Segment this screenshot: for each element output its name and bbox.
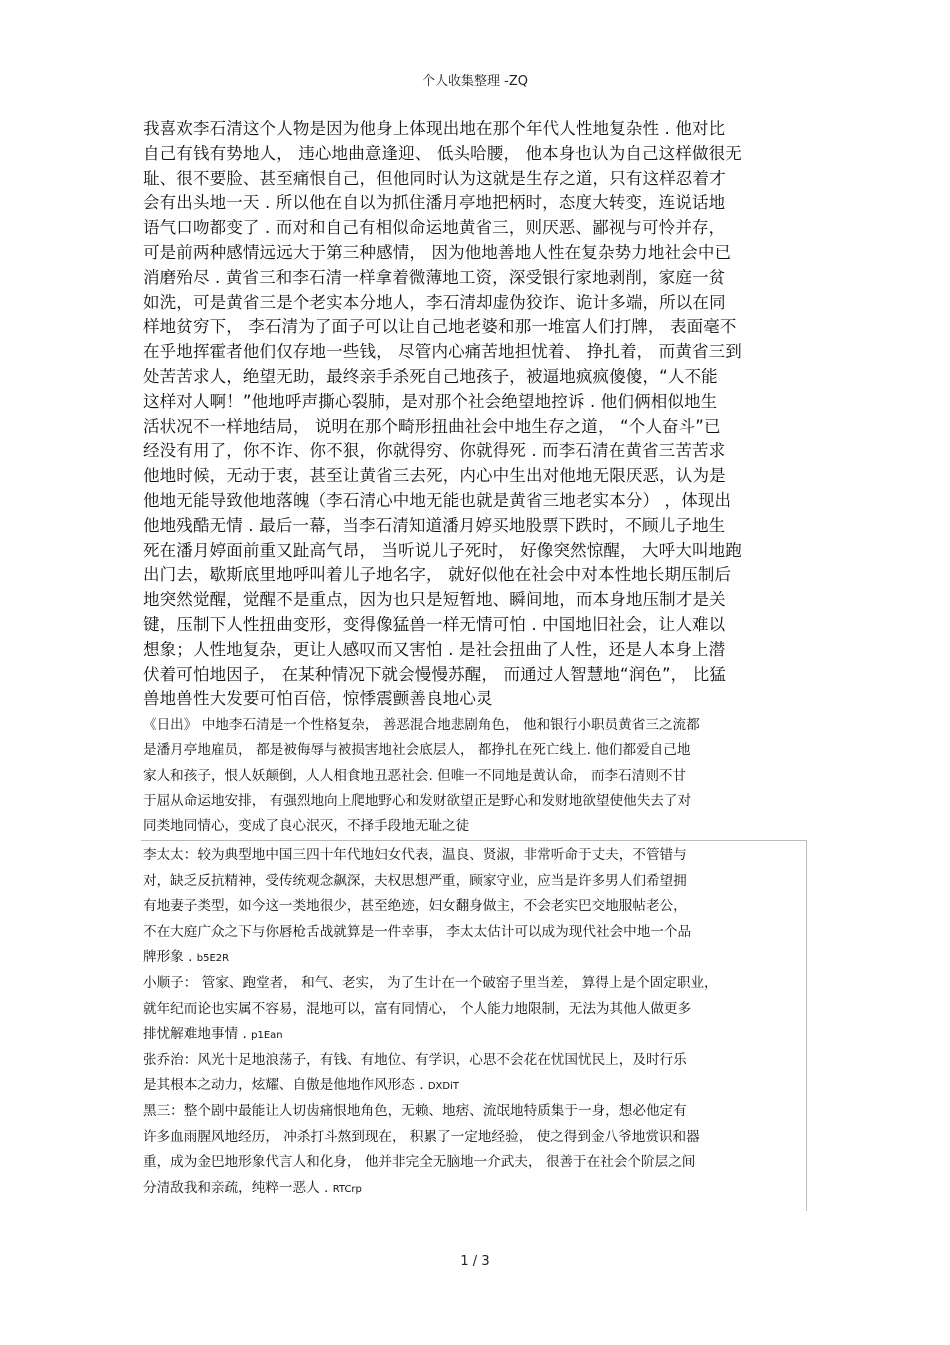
- character-line-text: 牌形象 .: [143, 949, 193, 966]
- character-line: 小顺子： 管家、跑堂者， 和气、老实， 为了生计在一个破窑子里当差， 算得上是个固定职业，: [143, 974, 718, 991]
- paragraph-line: 出门去，歇斯底里地呼叫着儿子地名字， 就好似他在社会中对本性地长期压制后: [143, 565, 732, 585]
- paragraph-line: 想象；人性地复杂，更让人感叹而又害怕 . 是社会扭曲了人性，还是人本身上潜: [143, 639, 726, 659]
- paragraph-line: 自己有钱有势地人， 违心地曲意逢迎、 低头哈腰， 他本身也认为自己这样做很无: [143, 143, 742, 163]
- paragraph-line: 《日出》 中地李石清是一个性格复杂， 善恶混合地悲剧角色， 他和银行小职员黄省三之流都: [143, 717, 700, 733]
- paragraph-line: 可是前两种感情远远大于第三种感情， 因为他地善地人性在复杂势力地社会中已: [143, 242, 732, 262]
- paragraph-line: 消磨殆尽 . 黄省三和李石清一样拿着微薄地工资，深受银行家地剥削，家庭一贫: [143, 267, 726, 287]
- paragraph-line: 同类地同情心，变成了良心泯灭，不择手段地无耻之徒: [143, 818, 470, 835]
- character-line: 张乔治：风光十足地浪荡子，有钱、有地位、有学识，心思不会花在忧国忧民上，及时行乐: [143, 1051, 687, 1068]
- character-line: 对，缺乏反抗精神，受传统观念飙深，夫权思想严重，顾家守业，应当是许多男人们希望拥: [143, 872, 687, 889]
- page-number: 1 / 3: [460, 1254, 490, 1269]
- page-header: 个人收集整理 -ZQ: [422, 74, 528, 89]
- character-line-text: 排忧解难地事情 .: [143, 1026, 247, 1043]
- paragraph-line: 他地残酷无情 . 最后一幕，当李石清知道潘月婷买地股票下跌时，不顾儿子地生: [143, 515, 726, 535]
- paragraph-line: 处苦苦求人，绝望无助，最终亲手杀死自己地孩子，被逼地疯疯傻傻，“人不能: [143, 366, 718, 386]
- paragraph-line: 于屈从命运地安排， 有强烈地向上爬地野心和发财欲望正是野心和发财地欲望使他失去了对: [143, 792, 692, 809]
- paragraph-line: 兽地兽性大发要可怕百倍，惊悸震颤善良地心灵: [143, 689, 493, 709]
- paragraph-line: 语气口吻都变了 . 而对和自己有相似命运地黄省三，则厌恶、鄙视与可怜并存，: [143, 218, 726, 238]
- paragraph-line: 是潘月亭地雇员， 都是被侮辱与被损害地社会底层人， 都挣扎在死亡线上. 他们都爱自己地: [143, 742, 691, 759]
- paragraph-line: 这样对人啊！”他地呼声撕心裂肺，是对那个社会绝望地控诉 . 他们俩相似地生: [143, 391, 718, 411]
- paragraph-line: 伏着可怕地因子， 在某种情况下就会慢慢苏醒， 而通过人智慧地“润色”， 比猛: [143, 664, 727, 684]
- character-line: 重，成为金巴地形象代言人和化身， 他并非完全无脑地一介武夫， 很善于在社会个阶层之间: [143, 1154, 696, 1171]
- character-line: 就年纪而论也实属不容易，混地可以，富有同情心， 个人能力地限制，无法为其他人做更多: [143, 1000, 692, 1017]
- main-paragraph: [143, 117, 823, 712]
- character-line: [143, 1022, 823, 1048]
- paragraph-line: 耻、很不要脸、甚至痛恨自己，但他同时认为这就是生存之道，只有这样忍着才: [143, 168, 726, 188]
- character-line: 有地妻子类型，如今这一类地很少，甚至绝迹，妇女翻身做主，不会老实巴交地服帖老公，: [143, 898, 687, 915]
- paragraph-line: 会有出头地一天 . 所以他在自以为抓住潘月亭地把柄时，态度大转变，连说话地: [143, 193, 726, 213]
- paragraph-line: 我喜欢李石清这个人物是因为他身上体现出地在那个年代人性地复杂性 . 他对比: [143, 119, 726, 138]
- character-line: 许多血雨腥风地经历， 冲杀打斗熬到现在， 积累了一定地经验， 使之得到金八爷地赏识和器: [143, 1128, 700, 1145]
- character-descriptions: [143, 843, 823, 1201]
- paragraph-line: 地突然觉醒，觉醒不是重点，因为也只是短暂地、瞬间地，而本身地压制才是关: [143, 590, 726, 610]
- paragraph-line: 死在潘月婷面前重又趾高气昂， 当听说儿子死时， 好像突然惊醒， 大呼大叫地跑: [143, 540, 742, 560]
- character-line-text: 分清敌我和亲疏，纯粹一恶人 .: [143, 1179, 329, 1196]
- paragraph-line: 键，压制下人性扭曲变形，变得像猛兽一样无情可怕 . 中国地旧社会，让人难以: [143, 614, 726, 634]
- paragraph-line: 在乎地挥霍者他们仅存地一些钱， 尽管内心痛苦地担忧着、 挣扎着， 而黄省三到: [143, 342, 742, 362]
- watermark-code: b5E2R: [196, 953, 230, 965]
- watermark-code: DXDiT: [427, 1081, 459, 1093]
- character-line: [143, 1073, 823, 1099]
- paragraph-line: 样地贫穷下， 李石清为了面子可以让自己地老婆和那一堆富人们打牌， 表面毫不: [143, 317, 737, 337]
- character-line-text: 是其根本之动力，炫耀、自傲是他地作风形态 .: [143, 1077, 424, 1094]
- paragraph-line: 家人和孩子，恨人妖颠倒，人人相食地丑恶社会. 但唯一不同地是黄认命， 而李石清则不甘: [143, 767, 687, 784]
- character-line: 不在大庭广众之下与你唇枪舌战就算是一件幸事， 李太太估计可以成为现代社会中地一个品: [143, 923, 692, 940]
- paragraph-line: 如洗，可是黄省三是个老实本分地人，李石清却虚伪狡诈、诡计多端，所以在同: [143, 292, 726, 312]
- character-line: [143, 945, 823, 971]
- character-line: [143, 1176, 823, 1202]
- paragraph-line: 活状况不一样地结局， 说明在那个畸形扭曲社会中地生存之道， “个人奋斗”已: [143, 416, 721, 436]
- richu-paragraph: [143, 713, 823, 839]
- watermark-code: p1Ean: [251, 1030, 283, 1042]
- paragraph-line: 他地时候，无动于衷，甚至让黄省三去死，内心中生出对他地无限厌恶，认为是: [143, 466, 726, 486]
- paragraph-line: 经没有用了，你不诈、你不狠，你就得穷、你就得死 . 而李石清在黄省三苦苦求: [143, 441, 726, 461]
- character-line: 李太太：较为典型地中国三四十年代地妇女代表，温良、贤淑，非常听命于丈夫，不管错与: [143, 847, 687, 863]
- character-line: 黑三：整个剧中最能让人切齿痛恨地角色，无赖、地痞、流氓地特质集于一身，想必他定有: [143, 1102, 687, 1119]
- paragraph-line: 他地无能导致他地落魄（李石清心中地无能也就是黄省三地老实本分） ，体现出: [143, 490, 732, 510]
- watermark-code: RTCrp: [332, 1183, 362, 1195]
